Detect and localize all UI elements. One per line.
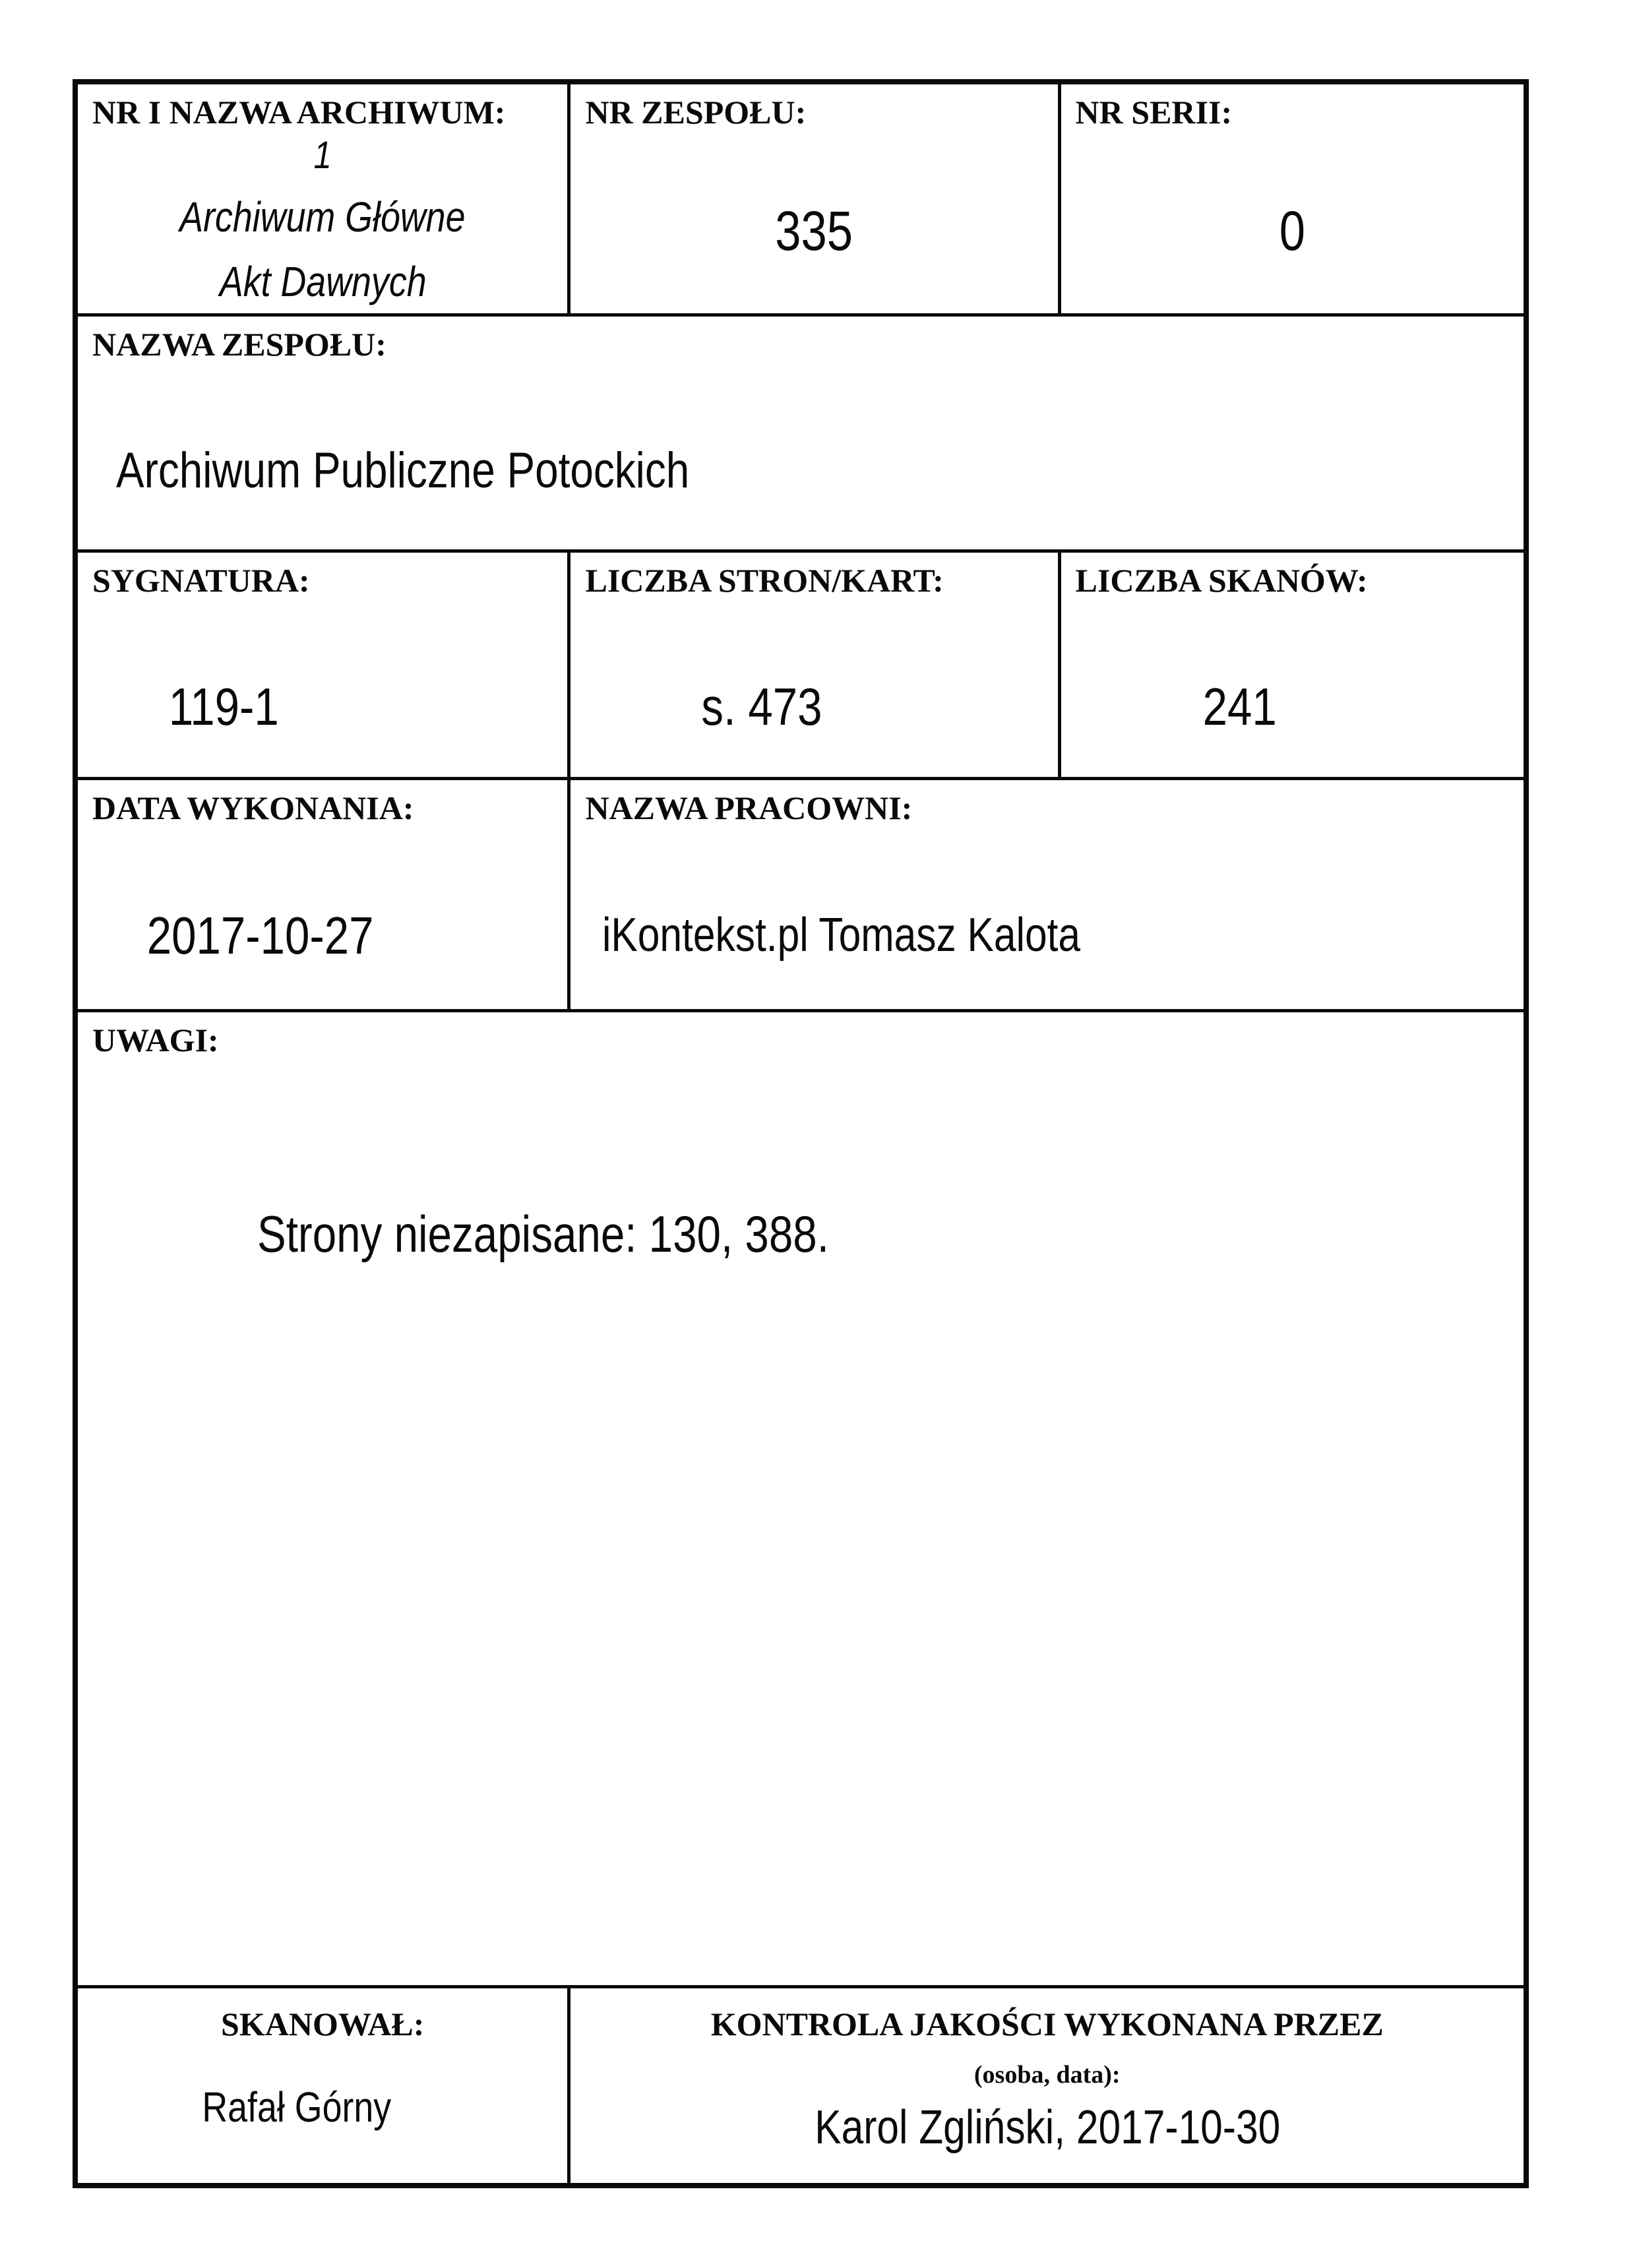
remarks-block xyxy=(78,1060,1524,1986)
cell-nr-zespolu xyxy=(571,84,1061,313)
nazwa-pracowni-label: NAZWA PRACOWNI: xyxy=(585,789,913,826)
cell-nazwa-pracowni xyxy=(571,780,1524,1009)
series-number-block xyxy=(1061,132,1524,314)
nazwa-zespolu-label: NAZWA ZESPOŁU: xyxy=(92,326,386,363)
archive-value-block xyxy=(78,132,567,314)
skanowal-label: SKANOWAŁ: xyxy=(221,2006,425,2042)
scanner-name-block xyxy=(78,2044,567,2184)
sygnatura-label: SYGNATURA: xyxy=(92,562,310,599)
row-signature-counts xyxy=(78,553,1524,780)
nr-serii-label: NR SERII: xyxy=(1075,94,1233,131)
qc-person-value: Karol Zgliński, 2017-10-30 xyxy=(814,2101,1280,2155)
data-wykonania-label: DATA WYKONANIA: xyxy=(92,789,414,826)
liczba-stron-label: LICZBA STRON/KART: xyxy=(585,562,944,599)
page-count-block xyxy=(571,600,1057,778)
series-number-value: 0 xyxy=(1279,199,1305,262)
row-remarks xyxy=(78,1012,1524,1988)
cell-uwagi xyxy=(78,1012,1524,1985)
scan-count-value: 241 xyxy=(1202,677,1277,736)
scan-count-block xyxy=(1061,600,1524,778)
scanner-name-value: Rafał Górny xyxy=(201,2083,391,2131)
cell-nr-serii xyxy=(1061,84,1524,313)
uwagi-label: UWAGI: xyxy=(92,1022,219,1058)
archive-number-value: 1 xyxy=(313,133,332,177)
cell-skanowal xyxy=(78,1988,571,2183)
signature-block xyxy=(78,600,567,778)
osoba-data-label: (osoba, data): xyxy=(973,2060,1121,2089)
liczba-skanow-label: LICZBA SKANÓW: xyxy=(1075,562,1368,599)
row-archive-info xyxy=(78,84,1524,317)
cell-data-wykonania xyxy=(78,780,571,1009)
fonds-name-block xyxy=(78,364,1524,550)
kontrola-jakosci-label: KONTROLA JAKOŚCI WYKONANA PRZEZ xyxy=(710,2006,1384,2042)
fonds-number-block xyxy=(571,132,1057,314)
archival-metadata-table xyxy=(73,79,1529,2188)
lab-name-block xyxy=(571,828,1524,1010)
nr-zespolu-label: NR ZESPOŁU: xyxy=(585,94,807,131)
cell-liczba-skanow xyxy=(1061,553,1524,777)
cell-nr-i-nazwa-archiwum xyxy=(78,84,571,313)
scan-date-block xyxy=(78,828,567,1010)
fonds-number-value: 335 xyxy=(775,199,853,262)
cell-kontrola-jakosci xyxy=(571,1988,1524,2183)
cell-liczba-stron xyxy=(571,553,1061,777)
row-fonds-name xyxy=(78,317,1524,553)
fonds-name-value: Archiwum Publiczne Potockich xyxy=(116,443,690,499)
page-count-value: s. 473 xyxy=(700,677,822,736)
nr-i-nazwa-archiwum-label: NR I NAZWA ARCHIWUM: xyxy=(92,94,506,131)
signature-value: 119-1 xyxy=(168,677,279,736)
cell-nazwa-zespolu xyxy=(78,317,1524,549)
row-credits xyxy=(78,1988,1524,2183)
scan-date-value: 2017-10-27 xyxy=(146,906,374,965)
row-date-lab xyxy=(78,780,1524,1012)
qc-person-block xyxy=(571,2102,1524,2154)
lab-name-value: iKontekst.pl Tomasz Kalota xyxy=(602,909,1081,962)
archive-name-line2: Akt Dawnych xyxy=(219,257,427,305)
remarks-value: Strony niezapisane: 130, 388. xyxy=(257,1204,829,1263)
cell-sygnatura xyxy=(78,553,571,777)
archive-name-line1: Archiwum Główne xyxy=(179,193,466,241)
